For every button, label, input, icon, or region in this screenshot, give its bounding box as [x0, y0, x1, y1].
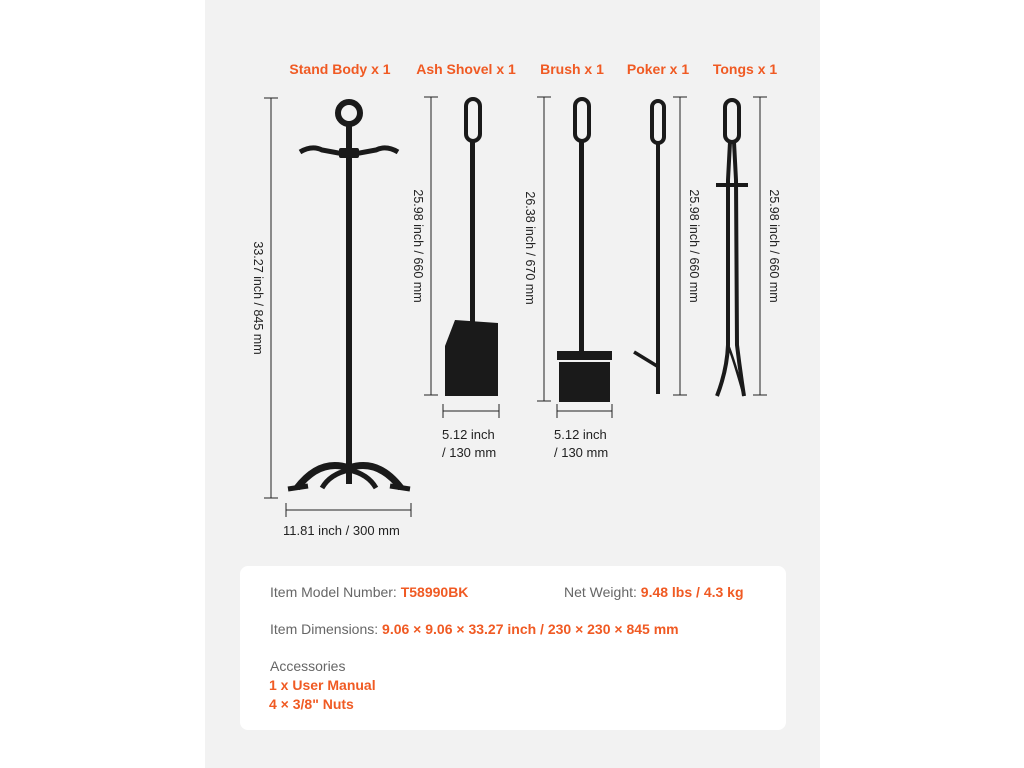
stand-width-label: 11.81 inch / 300 mm — [283, 523, 400, 538]
title-stand-body: Stand Body x 1 — [289, 61, 391, 77]
model-number-label: Item Model Number: — [270, 584, 401, 600]
item-dimensions — [270, 621, 679, 637]
brush-width-inch: 5.12 inch — [554, 427, 607, 442]
shovel-width-inch: 5.12 inch — [442, 427, 495, 442]
net-weight — [564, 584, 744, 600]
shovel-width-mm: / 130 mm — [442, 445, 497, 460]
poker-height-label: 25.98 inch / 660 mm — [687, 189, 701, 303]
title-brush: Brush x 1 — [540, 61, 604, 77]
ash-shovel-icon — [445, 99, 498, 396]
tongs-icon — [716, 100, 748, 396]
model-number-value: T58990BK — [400, 584, 469, 600]
brush-height-label: 26.38 inch / 670 mm — [523, 191, 537, 305]
net-weight-label: Net Weight: — [564, 584, 641, 600]
item-dimensions-label: Item Dimensions: — [270, 621, 383, 637]
stand-body-icon — [288, 102, 410, 489]
accessory-item: 1 x User Manual — [269, 677, 376, 693]
brush-width-mm: / 130 mm — [554, 445, 609, 460]
title-ash-shovel: Ash Shovel x 1 — [416, 61, 516, 77]
net-weight-value: 9.48 lbs / 4.3 kg — [640, 584, 744, 600]
shovel-height-label: 25.98 inch / 660 mm — [411, 189, 425, 303]
spec-card — [240, 566, 786, 730]
poker-icon — [634, 101, 664, 394]
stand-height-label: 33.27 inch / 845 mm — [251, 241, 265, 355]
item-dimensions-value: 9.06 × 9.06 × 33.27 inch / 230 × 230 × 845 mm — [382, 621, 679, 637]
title-tongs: Tongs x 1 — [712, 61, 778, 77]
brush-icon — [557, 99, 612, 402]
tongs-height-label: 25.98 inch / 660 mm — [767, 189, 781, 303]
accessories-label: Accessories — [270, 658, 346, 674]
accessory-item: 4 × 3/8" Nuts — [269, 696, 354, 712]
shovel-width-label — [442, 426, 496, 462]
title-poker: Poker x 1 — [626, 61, 690, 77]
dimension-lines — [264, 97, 767, 517]
model-number — [270, 584, 468, 600]
brush-width-label — [554, 426, 608, 462]
